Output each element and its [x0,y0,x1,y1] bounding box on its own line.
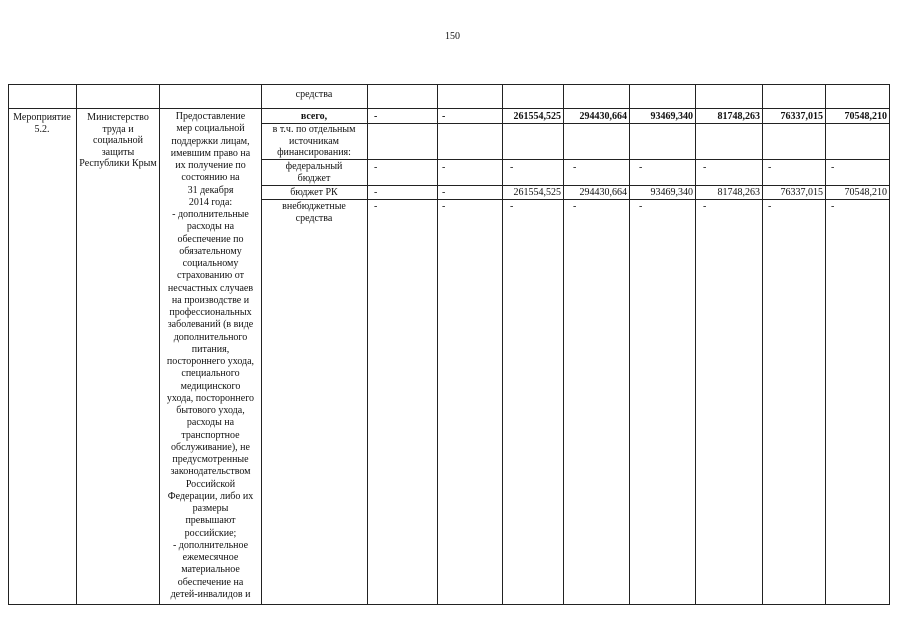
description-line: профессиональных [169,307,252,318]
description-line: на производстве и [171,294,250,306]
description-line: - дополнительные [172,209,249,220]
table-col-rule [563,84,564,605]
value-cell-total: 76337,015 [780,111,823,122]
executor-cell: Министерство труда и социальной защиты Республики Крым [79,112,157,170]
table-col-rule [762,84,763,605]
value-cell-federal: - [703,162,707,173]
page-number: 150 [445,31,460,42]
description-line: состоянию на [181,172,240,184]
description-line: социальному [182,258,239,269]
table-col-rule [367,84,368,605]
description-line: размеры [192,503,229,514]
description-line: законодательством [170,466,251,478]
description-cell [160,111,261,601]
table-rule-federal-bottom [261,185,889,186]
value-cell-regional: 70548,210 [844,187,887,198]
description-line: Предоставление [175,111,246,122]
value-cell-extrabudget: - [573,201,577,212]
value-cell-regional: 76337,015 [780,187,823,198]
value-cell-extrabudget: - [639,201,643,212]
value-cell-regional: 294430,664 [579,187,627,198]
description-line: медицинского [180,380,241,392]
description-line: их получение по [175,160,246,171]
description-line: обеспечение по [177,233,244,245]
table-col-rule [502,84,503,605]
description-line: питания, [191,343,230,355]
value-cell-extrabudget: - [442,201,446,212]
table-rule-bottom [8,604,889,605]
value-cell-extrabudget: - [703,201,707,212]
description-line: обязательному [179,245,242,257]
value-cell-total: 70548,210 [844,111,887,122]
description-line: поддержки лицам, [171,135,250,147]
value-cell-regional: 93469,340 [650,187,693,198]
description-line: обеспечение на [177,576,244,588]
source-cell-total: всего, [300,111,328,122]
table-col-rule [695,84,696,605]
description-line: расходы на [186,417,235,429]
value-cell-total: 93469,340 [650,111,693,122]
value-cell-total: 81748,263 [717,111,760,122]
value-cell-total: 294430,664 [579,111,627,122]
description-line: ухода, постороннего [166,392,255,404]
table-rule-right [889,84,890,605]
value-cell-extrabudget: - [768,201,772,212]
description-line: обслуживание), не [171,441,250,453]
description-line: превышают [185,515,236,527]
description-line: 31 декабря [187,184,234,196]
value-cell-federal: - [510,162,514,173]
table-col-rule [261,84,262,605]
table-rule-measure-top [8,108,889,109]
description-line: материальное [181,564,240,576]
value-cell-federal: - [639,162,643,173]
value-cell-regional: - [442,187,446,198]
description-line: заболеваний (в виде [167,319,254,331]
value-cell-federal: - [442,162,446,173]
description-line: предусмотренные [172,454,249,465]
description-line: российские; [184,527,237,539]
description-line: специального [181,368,240,380]
value-cell-federal: - [374,162,378,173]
value-cell-total: - [442,111,446,122]
description-line: дополнительного [173,331,248,343]
description-line: бытового ухода, [176,405,245,416]
measure-name-cell: Мероприятие 5.2. [13,112,71,135]
value-cell-federal: - [831,162,835,173]
description-line: Федерации, либо их [167,490,254,502]
table-col-rule [825,84,826,605]
table-col-rule [76,84,77,605]
description-line: расходы на [186,221,235,233]
source-cell-including: в т.ч. по отдельным источникам финансирования: [272,124,356,159]
description-line: мер социальной [176,123,245,135]
value-cell-total: 261554,525 [513,111,561,122]
table-rule-including-bottom [261,159,889,160]
description-line: постороннего ухода, [166,356,255,367]
description-line: ежемесячное [182,552,239,563]
source-cell-extrabudget: внебюджетные средства [282,201,346,224]
table-rule-regional-bottom [261,199,889,200]
table-rule-left [8,84,9,605]
source-cell-regional: бюджет РК [290,187,338,198]
description-line: страхованию от [177,270,244,282]
description-line: 2014 года: [188,196,233,208]
source-cell-federal: федеральный бюджет [285,161,343,184]
description-line: Российской [185,478,236,490]
description-line: имевшим право на [170,147,251,159]
description-line: - дополнительное [172,539,249,551]
value-cell-extrabudget: - [510,201,514,212]
table-col-rule [437,84,438,605]
value-cell-total: - [374,111,378,122]
table-col-rule [629,84,630,605]
value-cell-regional: - [374,187,378,198]
value-cell-federal: - [768,162,772,173]
value-cell-extrabudget: - [374,201,378,212]
description-line: детей-инвалидов и [170,588,251,600]
table-rule-top [8,84,889,85]
value-cell-regional: 81748,263 [717,187,760,198]
value-cell-extrabudget: - [831,201,835,212]
description-line: несчастных случаев [167,282,254,294]
source-cell-continued: средства [295,89,333,100]
description-line: транспортное [181,429,240,441]
value-cell-regional: 261554,525 [513,187,561,198]
value-cell-federal: - [573,162,577,173]
